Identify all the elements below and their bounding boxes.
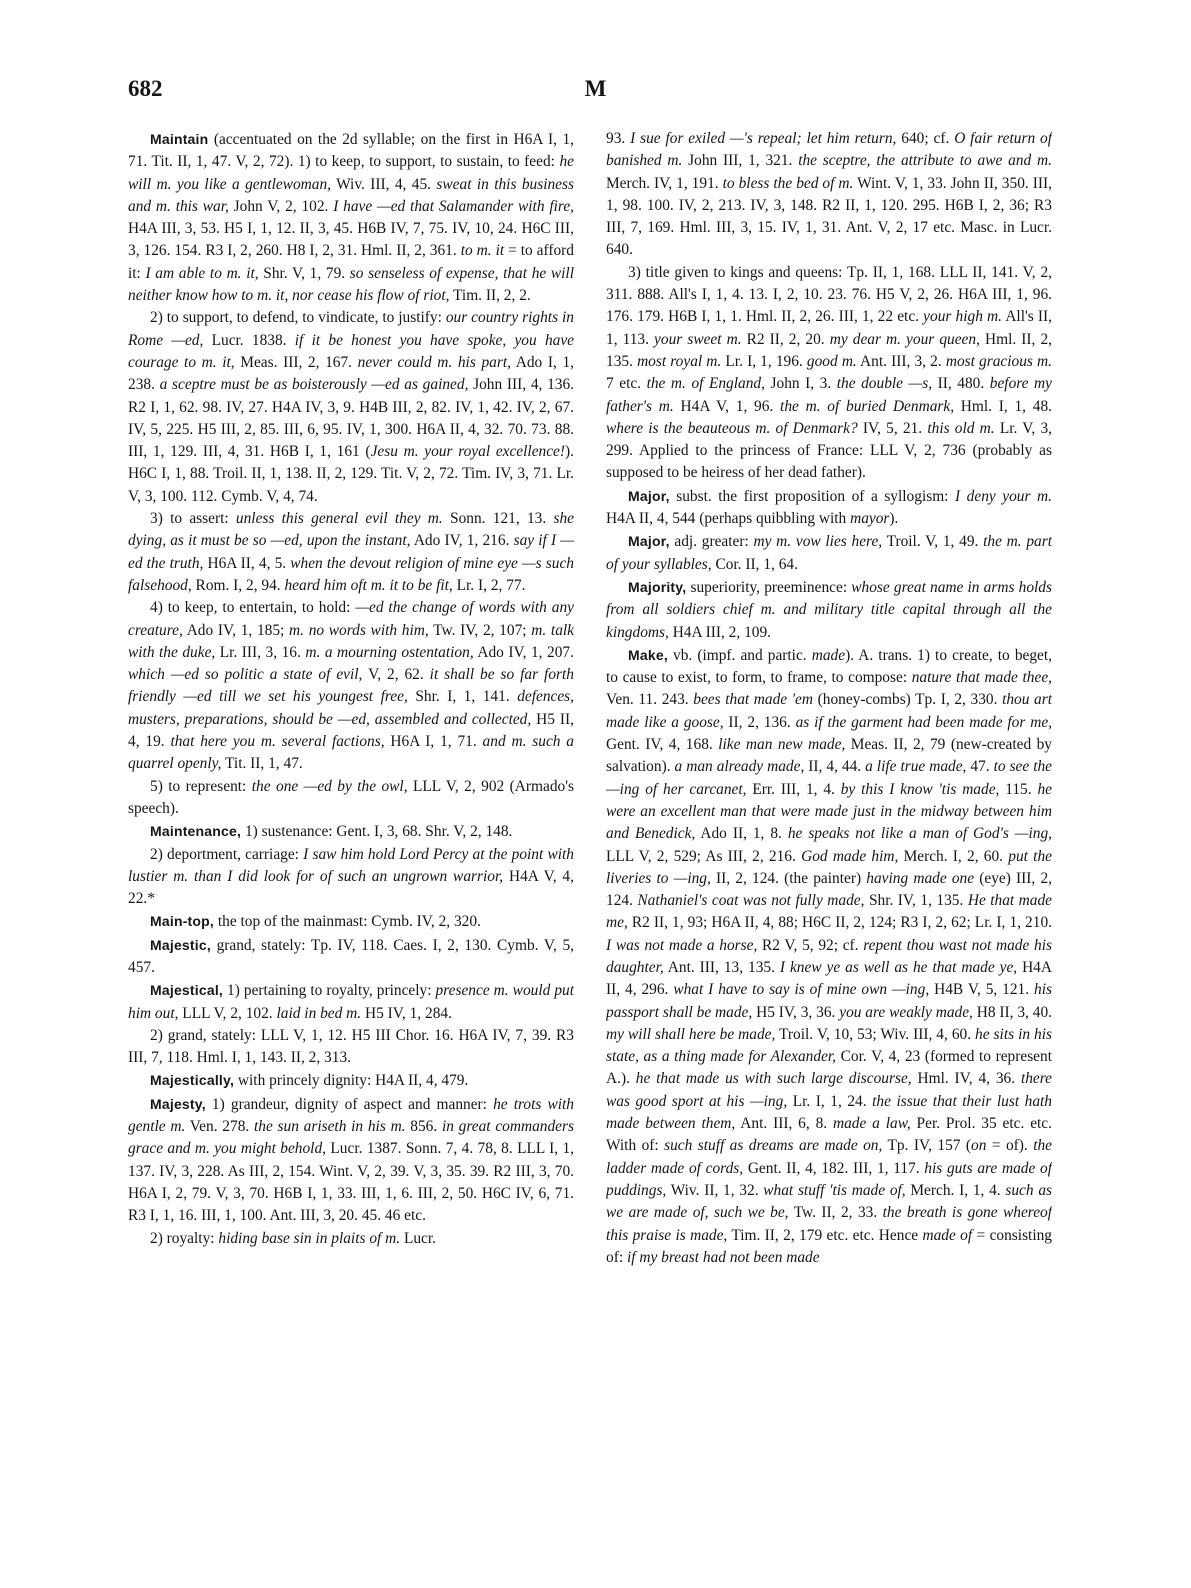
definition-text: vb. (impf. and partic.	[667, 646, 812, 664]
quotation: the ladder made of cords,	[606, 1137, 1052, 1177]
quotation: I knew ye as well as he that made ye,	[779, 958, 1018, 976]
definition-text: Shr. I, 1, 141.	[407, 688, 518, 706]
quotation: like man new made,	[718, 736, 846, 754]
definition-text: H5 IV, 3, 36.	[752, 1003, 840, 1021]
quotation: m. talk with the duke,	[128, 621, 574, 661]
definition-text: Sonn. 121, 13.	[442, 510, 554, 528]
definition-text: grand, stately: Tp. IV, 118. Caes. I, 2, 130. Cymb. V, 5, 457.	[128, 936, 574, 976]
definition-text: Ado IV, 1, 207.	[473, 643, 574, 661]
dictionary-entry	[128, 128, 574, 307]
quotation: to bless the bed of m.	[722, 174, 854, 192]
quotation: the m. of buried Denmark,	[780, 397, 955, 415]
quotation: before my father's m.	[606, 375, 1052, 415]
definition-text: 2) grand, stately: LLL V, 1, 12. H5 III Chor. 16. H6A IV, 7, 39. R3 III, 7, 118. Hml. I, 1, 143. II, 2, 313.	[128, 1026, 574, 1067]
left-column	[128, 128, 574, 1553]
definition-text: Tim. II, 2, 2.	[449, 287, 531, 305]
page-header	[0, 76, 1191, 106]
quotation: you are weakly made,	[839, 1003, 973, 1021]
quotation: I saw him hold Lord Percy at the point with lustier m. than I did look for of such an ungrown warrior,	[128, 845, 574, 885]
definition-text: H4A V, 1, 96.	[673, 397, 781, 415]
definition-text: Merch. I, 1, 4.	[905, 1181, 1006, 1199]
definition-text: Tw. II, 2, 33.	[788, 1204, 883, 1222]
headword: Maintenance,	[150, 823, 242, 840]
quotation: my will shall here be made,	[606, 1025, 776, 1043]
definition-text: with princely dignity: H4A II, 4, 479.	[234, 1072, 469, 1090]
definition-text: Err. III, 1, 4.	[746, 780, 841, 798]
definition-text: IV, 5, 21.	[857, 419, 928, 437]
quotation: repent thou wast not made his daughter,	[606, 936, 1052, 976]
quotation: he trots with gentle m.	[128, 1095, 574, 1136]
definition-text: Cor. V, 4, 23 (formed to represent A.).	[606, 1048, 1052, 1088]
sense-paragraph	[128, 597, 574, 775]
definition-text: Lr. III, 3, 16.	[215, 643, 306, 661]
quotation: the m. of England,	[646, 375, 765, 393]
definition-text: Hml. IV, 4, 36.	[911, 1070, 1021, 1088]
dictionary-entry	[128, 934, 574, 980]
quotation: m. a mourning ostentation,	[305, 643, 474, 661]
quotation: as if the garment had been made for me,	[795, 713, 1052, 731]
quotation: what I have to say is of mine own —ing,	[673, 981, 930, 999]
definition-text: All's II, 1, 113.	[606, 308, 1052, 348]
quotation: nature that made thee,	[911, 669, 1052, 687]
definition-text: H5 II, 4, 19.	[128, 710, 574, 751]
definition-text: 47.	[966, 758, 994, 776]
quotation: the sceptre, the attribute to awe and m.	[798, 152, 1052, 170]
dictionary-entry	[128, 820, 574, 843]
definition-text: Merch. IV, 1, 191.	[606, 174, 723, 192]
definition-text: Tim. II, 2, 179 etc. etc. Hence	[727, 1226, 923, 1244]
quotation: hiding base sin in plaits of m.	[218, 1229, 401, 1247]
definition-text: Hml. II, 2, 135.	[606, 330, 1052, 370]
dictionary-entry	[128, 979, 574, 1025]
quotation: O fair return of banished m.	[606, 130, 1052, 170]
definition-text: 7 etc.	[606, 375, 647, 393]
dictionary-entry	[128, 1069, 574, 1092]
quotation: the sun ariseth in his m.	[253, 1118, 406, 1136]
quotation: my dear m. your queen,	[829, 330, 980, 348]
definition-text: 640; cf.	[896, 130, 955, 147]
quotation: I deny your m.	[955, 487, 1052, 505]
definition-text: Troil. V, 1, 49.	[882, 533, 984, 551]
quotation: to see the —ing of her carcanet,	[606, 758, 1052, 798]
quotation: I am able to m. it,	[145, 264, 259, 282]
running-head-letter: M	[584, 76, 607, 101]
definition-text: Tp. IV, 157 (	[882, 1137, 972, 1155]
definition-text: John III, 4, 136. R2 I, 1, 62. 98. IV, 27. H4A IV, 3, 9. H4B III, 2, 82. IV, 1, 42. IV, 2, 67. IV, 5, 225. H5 III, 2, 85. III, 6, 95. IV, 1, 300. H6A II, 4, 32. 70. 73. 88. III, 1, 129. III, 4, 31. H6B I, 1, 161 (	[128, 376, 574, 461]
quotation: the one —ed by the owl,	[251, 777, 408, 795]
headword: Main-top,	[150, 913, 215, 930]
sense-paragraph	[128, 307, 574, 508]
quotation: he that made us with such large discourse,	[635, 1070, 912, 1088]
quotation: which —ed so politic a state of evil,	[128, 666, 363, 684]
quotation: a life true made,	[865, 758, 967, 776]
quotation: —ed the change of words with any creature,	[128, 599, 574, 639]
quotation: he sits in his state, as a thing made for Alexander,	[606, 1025, 1052, 1066]
quotation: the m. part of your syllables,	[606, 533, 1052, 573]
definition-text: H4A III, 2, 109.	[668, 623, 772, 641]
headword: Majestically,	[150, 1072, 235, 1089]
quotation: his guts are made of puddings,	[606, 1159, 1052, 1199]
definition-text: V, 2, 62.	[362, 666, 430, 684]
quotation: such stuff as dreams are made on,	[664, 1137, 883, 1155]
quotation: a man already made,	[674, 758, 805, 776]
quotation: made	[811, 646, 846, 664]
definition-text: Cor. II, 1, 64.	[711, 555, 798, 573]
definition-text: ). H6C I, 1, 88. Troil. II, 1, 138. II, 2, 129. Tit. V, 2, 72. Tim. IV, 3, 71. Lr. V, 3, 100. 112. Cymb. V, 4, 74.	[128, 443, 574, 505]
quotation: I sue for exiled —'s repeal; let him return,	[630, 130, 897, 147]
definition-text: H4A III, 3, 53. H5 I, 1, 12. II, 3, 45. H6B IV, 7, 75. IV, 10, 24. H6C III, 3, 126. 154. R3 I, 2, 260. H8 I, 2, 31. Hml. II, 2, 361.	[128, 220, 574, 260]
dictionary-entry	[606, 530, 1052, 576]
definition-text: H4A V, 4, 22.*	[128, 867, 574, 908]
definition-text: Ant. III, 3, 2.	[856, 352, 946, 370]
quotation: this old m.	[927, 419, 995, 437]
definition-text: 2) deportment, carriage:	[150, 845, 304, 863]
headword: Major,	[628, 487, 670, 504]
quotation: a sceptre must be as boisterously —ed as gained,	[159, 376, 469, 394]
definition-text: Ado IV, 1, 216.	[410, 532, 514, 550]
quotation: presence m. would put him out,	[128, 982, 574, 1022]
dictionary-entry	[128, 910, 574, 933]
definition-text: Wiv. III, 4, 45.	[331, 175, 437, 193]
quotation: mayor	[850, 510, 890, 528]
definition-text: Gent. IV, 4, 168.	[606, 736, 719, 754]
quotation: He that made me,	[606, 892, 1052, 932]
dictionary-entry	[606, 485, 1052, 531]
quotation: our country rights in Rome —ed,	[128, 309, 574, 349]
definition-text: H8 II, 3, 40.	[972, 1003, 1052, 1021]
definition-text: = of).	[986, 1137, 1034, 1155]
definition-text: II, 2, 136.	[723, 713, 796, 731]
definition-text: Lr. I, 1, 196.	[721, 352, 807, 370]
quotation: whose great name in arms holds from all soldiers chief m. and military title capital through all the kingdoms,	[606, 578, 1052, 641]
definition-text: Lucr. 1838.	[203, 331, 295, 349]
quotation: she dying, as it must be so —ed, upon the instant,	[128, 510, 574, 550]
definition-text: 4) to keep, to entertain, to hold:	[150, 599, 356, 617]
quotation: it shall be so far forth friendly —ed till we set his youngest free,	[128, 666, 574, 706]
definition-text: Lr. V, 3, 299. Applied to the princess of France: LLL V, 2, 736 (probably as supposed to be heiress of her dead father).	[606, 419, 1052, 482]
quotation: the breath is gone whereof this praise is made,	[606, 1204, 1052, 1244]
page-number: 682	[128, 76, 163, 101]
quotation: he will m. you like a gentlewoman,	[128, 153, 574, 193]
sense-paragraph	[128, 508, 574, 597]
definition-text: Meas. III, 2, 167.	[234, 353, 358, 371]
definition-text: Lr. I, 1, 24.	[787, 1092, 873, 1110]
definition-text: Hml. I, 1, 48.	[954, 397, 1052, 415]
quotation: my m. vow lies here,	[753, 533, 883, 551]
definition-text: (eye) III, 2, 124.	[606, 869, 1052, 910]
definition-text: Tw. IV, 2, 107;	[428, 621, 532, 639]
definition-text: 1) grandeur, dignity of aspect and manner:	[205, 1095, 494, 1113]
definition-text: Meas. II, 2, 79 (new-created by salvation).	[606, 736, 1052, 776]
quotation: the issue that their lust hath made between them,	[606, 1092, 1052, 1133]
quotation: most royal m.	[637, 352, 722, 370]
definition-text: (accentuated on the 2d syllable; on the first in H6A I, 1, 71. Tit. II, 1, 47. V, 2, 72). 1) to keep, to support, to sustain, to feed:	[128, 131, 574, 171]
definition-text: ). A. trans. 1) to create, to beget, to cause to exist, to form, to frame, to compose:	[606, 646, 1052, 687]
definition-text: ).	[889, 510, 899, 528]
definition-text: Ado II, 1, 8.	[695, 825, 788, 843]
definition-text: Ven. 278.	[185, 1118, 254, 1136]
definition-text: subst. the first proposition of a syllogism:	[669, 487, 955, 505]
definition-text: R2 II, 2, 20.	[741, 330, 830, 348]
right-column	[606, 128, 1052, 1553]
sense-paragraph	[128, 776, 574, 821]
quotation: your sweet m.	[654, 330, 742, 348]
quotation: God made him,	[801, 847, 899, 865]
definition-text: 3) title given to kings and queens: Tp. II, 1, 168. LLL II, 141. V, 2, 311. 888. All's I, 1, 4. 13. I, 2, 10. 23. 76. H5 V, 2, 26. H6A III, 1, 96. 176. 179. H6B I, 1, 1. Hml. II, 2, 26. III, 1, 22 etc.	[606, 263, 1052, 326]
headword: Majesty,	[150, 1095, 206, 1112]
continued-paragraph	[606, 128, 1052, 262]
definition-text: adj. greater:	[669, 533, 754, 551]
quotation: I was not made a horse,	[606, 936, 758, 954]
definition-text: (honey-combs) Tp. I, 2, 330.	[813, 691, 1003, 709]
quotation: good m.	[806, 352, 857, 370]
quotation: his passport shall be made,	[606, 981, 1052, 1021]
definition-text: Ant. III, 6, 8.	[735, 1115, 833, 1133]
definition-text: Tit. II, 1, 47.	[221, 755, 303, 773]
quotation: so senseless of expense, that he will neither know how to m. it, nor cease his flow of riot,	[128, 264, 574, 305]
definition-text: LLL V, 2, 902 (Armado's speech).	[128, 777, 574, 817]
quotation: thou art made like a goose,	[606, 691, 1052, 731]
quotation: that here you m. several factions,	[170, 733, 385, 751]
quotation: if it be honest you have spoke, you have courage to m. it,	[128, 331, 574, 371]
quotation: he were an excellent man that were made just in the midway between him and Benedick,	[606, 780, 1052, 843]
definition-text: 2) to support, to defend, to vindicate, to justify:	[150, 309, 446, 327]
quotation: heard him oft m. it to be fit,	[284, 576, 453, 594]
definition-text: Merch. I, 2, 60.	[898, 847, 1009, 865]
definition-text: 2) royalty:	[150, 1229, 219, 1247]
quotation: put the liveries to —ing,	[606, 847, 1052, 887]
definition-text: 1) pertaining to royalty, princely:	[223, 982, 436, 1000]
headword: Majority,	[628, 578, 687, 595]
quotation: never could m. his part,	[357, 353, 511, 371]
sense-paragraph	[606, 262, 1052, 485]
quotation: and m. such a quarrel openly,	[128, 733, 574, 773]
quotation: there was good sport at his —ing,	[606, 1070, 1052, 1110]
dictionary-entry	[606, 644, 1052, 1269]
quotation: sweat in this business and m. this war,	[128, 175, 574, 215]
quotation: your high m.	[923, 308, 1003, 326]
headword: Maintain	[150, 131, 209, 147]
definition-text: Ven. 11. 243.	[606, 691, 694, 709]
definition-text: John V, 2, 102.	[228, 197, 334, 215]
definition-text: Ant. III, 13, 135.	[663, 958, 780, 976]
quotation: on	[971, 1137, 987, 1155]
definition-text: H4B V, 5, 121.	[929, 981, 1035, 999]
quotation: to m. it	[460, 242, 505, 260]
definition-text: John I, 3.	[764, 375, 837, 393]
definition-text: H4A II, 4, 296.	[606, 958, 1052, 999]
headword: Majestical,	[150, 982, 224, 999]
definition-text: John III, 1, 321.	[682, 152, 799, 170]
definition-text: II, 480.	[932, 375, 990, 393]
quotation: he speaks not like a man of God's —ing,	[787, 825, 1052, 843]
quotation: by this I know 'tis made,	[840, 780, 1000, 798]
definition-text: H6A I, 1, 71.	[384, 733, 483, 751]
definition-text: Shr. V, 1, 79.	[258, 264, 350, 282]
quotation: the double —s,	[836, 375, 933, 393]
quotation: in great commanders grace and m. you might behold,	[128, 1118, 574, 1158]
definition-text: = to afford it:	[128, 242, 574, 282]
definition-text: Wint. V, 1, 33. John II, 350. III, 1, 98. 100. IV, 2, 213. IV, 3, 148. R2 II, 1, 120. 295. H6B I, 2, 36; R3 III, 7, 169. Hml. III, 3, 15. IV, 1, 31. Ant. V, 2, 17 etc. Masc. in Lucr. 640.	[606, 174, 1052, 259]
definition-text: H5 IV, 1, 284.	[361, 1004, 452, 1022]
definition-text: 93.	[606, 130, 631, 147]
quotation: say if I —ed the truth,	[128, 532, 574, 572]
sense-paragraph	[128, 1025, 574, 1070]
definition-text: Lucr. 1387. Sonn. 7, 4. 78, 8. LLL I, 1, 137. IV, 3, 228. As III, 2, 154. Wint. V, 2, 39. V, 3, 35. 39. R2 III, 3, 70. H6A I, 2, 79. V, 3, 70. H6B I, 1, 33. III, 1, 6. III, 2, 50. H6C IV, 6, 71. R3 I, 1, 16. III, 1, 100. Ant. III, 3, 20. 45. 46 etc.	[128, 1140, 574, 1225]
headword: Majestic,	[150, 936, 211, 953]
quotation: m. no words with him,	[289, 621, 429, 639]
headword: Major,	[628, 533, 670, 550]
definition-text: H4A II, 4, 544 (perhaps quibbling with	[606, 510, 851, 528]
quotation: such as we are made of, such we be,	[606, 1181, 1052, 1222]
headword: Make,	[628, 646, 668, 663]
quotation: when the devout religion of mine eye —s such falsehood,	[128, 554, 574, 594]
sense-paragraph	[128, 844, 574, 911]
quotation: laid in bed m.	[276, 1004, 362, 1022]
quotation: having made one	[866, 869, 975, 887]
definition-text: = consisting of:	[606, 1226, 1052, 1266]
quotation: what stuff 'tis made of,	[763, 1181, 906, 1199]
definition-text: 3) to assert:	[150, 510, 236, 528]
definition-text: H6A II, 4, 5.	[203, 554, 291, 572]
definition-text: superiority, preeminence:	[686, 578, 852, 596]
quotation: I have —ed that Salamander with fire,	[333, 197, 574, 215]
quotation: bees that made 'em	[693, 691, 814, 709]
definition-text: Rom. I, 2, 94.	[191, 576, 285, 594]
definition-text: Shr. IV, 1, 135.	[864, 892, 968, 910]
definition-text: Ado IV, 1, 185;	[182, 621, 290, 639]
definition-text: Per. Prol. 35 etc. etc. With of:	[606, 1115, 1052, 1155]
definition-text: Wiv. II, 1, 32.	[666, 1181, 764, 1199]
quotation: Nathaniel's coat was not fully made,	[637, 892, 865, 910]
dictionary-entry	[606, 576, 1052, 644]
definition-text: Troil. V, 10, 53; Wiv. III, 4, 60.	[775, 1025, 976, 1043]
definition-text: Lucr.	[400, 1229, 437, 1247]
quotation: made of	[922, 1226, 973, 1244]
definition-text: LLL V, 2, 529; As III, 2, 216.	[606, 847, 802, 865]
definition-text: Lr. I, 2, 77.	[452, 576, 526, 594]
definition-text: R2 II, 1, 93; H6A II, 4, 88; H6C II, 2, 124; R3 I, 2, 62; Lr. I, 1, 210.	[627, 914, 1052, 932]
definition-text: 5) to represent:	[150, 777, 252, 795]
definition-text: 1) sustenance: Gent. I, 3, 68. Shr. V, 2, 148.	[241, 823, 513, 841]
dictionary-entry	[128, 1093, 574, 1228]
quotation: if my breast had not been made	[626, 1248, 820, 1266]
quotation: most gracious m.	[945, 352, 1052, 370]
quotation: Jesu m. your royal excellence!	[370, 443, 566, 461]
definition-text: 856.	[405, 1118, 442, 1136]
definition-text: Gent. II, 4, 182. III, 1, 117.	[743, 1159, 925, 1177]
quotation: unless this general evil they m.	[235, 510, 443, 528]
definition-text: the top of the mainmast: Cymb. IV, 2, 320.	[214, 913, 481, 931]
sense-paragraph	[128, 1228, 574, 1250]
definition-text: Ado I, 1, 238.	[128, 353, 574, 394]
definition-text: R2 V, 5, 92; cf.	[757, 936, 864, 954]
definition-text: II, 2, 124. (the painter)	[710, 869, 867, 887]
definition-text: LLL V, 2, 102.	[178, 1004, 277, 1022]
quotation: where is the beauteous m. of Denmark?	[606, 419, 858, 437]
definition-text: II, 4, 44.	[804, 758, 866, 776]
quotation: defences, musters, preparations, should be —ed, assembled and collected,	[128, 688, 574, 728]
quotation: made a law,	[832, 1115, 911, 1133]
definition-text: 115.	[999, 780, 1038, 798]
